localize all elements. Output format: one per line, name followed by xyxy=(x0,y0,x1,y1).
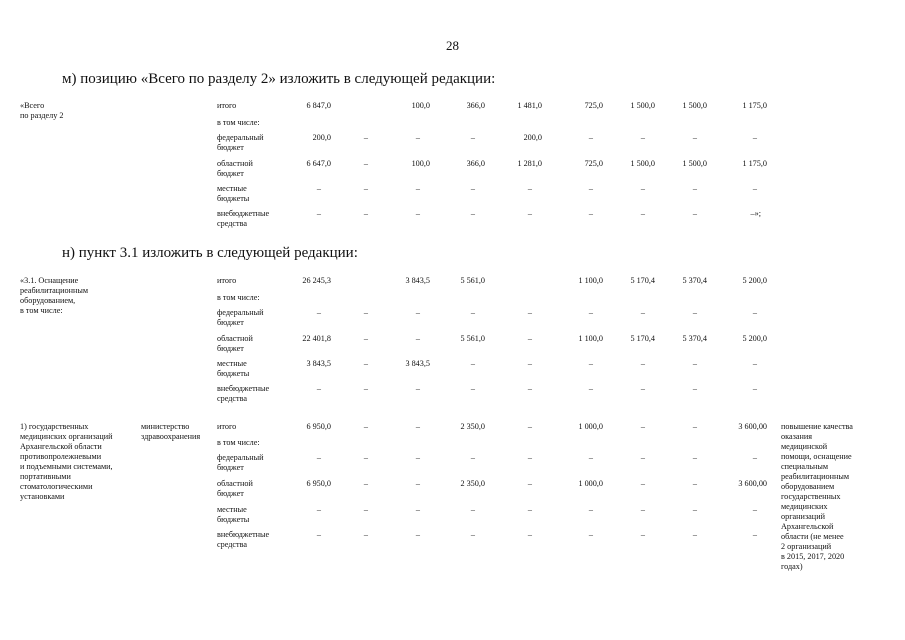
table-cell: – xyxy=(316,184,321,193)
table-cell: – xyxy=(640,479,645,488)
table-cell: – xyxy=(363,359,368,368)
table-cell: – xyxy=(415,530,420,539)
table-cell: – xyxy=(415,505,420,514)
table-cell: 5 200,0 xyxy=(742,334,767,343)
table-cell: – xyxy=(527,308,532,317)
row-label: областной бюджет xyxy=(217,334,253,353)
table-cell: – xyxy=(415,422,420,431)
table-cell: – xyxy=(752,308,757,317)
section-n-title: «3.1. Оснащение реабилитационным оборудованием, в том числе: xyxy=(20,276,89,315)
table-cell: 366,0 xyxy=(466,101,485,110)
table-cell: 200,0 xyxy=(523,133,542,142)
table-cell: – xyxy=(752,184,757,193)
table-cell: – xyxy=(692,384,697,393)
table-cell: – xyxy=(470,384,475,393)
table-cell: 1 500,0 xyxy=(630,101,655,110)
table-cell: – xyxy=(527,359,532,368)
table-cell: – xyxy=(588,133,593,142)
row-label: местные бюджеты xyxy=(217,359,250,378)
table-cell: 3 843,5 xyxy=(306,359,331,368)
table-cell: 3 843,5 xyxy=(405,359,430,368)
table-cell: – xyxy=(752,384,757,393)
table-cell: 3 600,00 xyxy=(738,422,767,431)
table-cell: – xyxy=(527,530,532,539)
table-cell: – xyxy=(692,453,697,462)
table-cell: – xyxy=(640,359,645,368)
section-m-title: «Всего по разделу 2 xyxy=(20,101,64,120)
table-cell: – xyxy=(588,530,593,539)
table-cell: – xyxy=(640,184,645,193)
row-label: областной бюджет xyxy=(217,159,253,178)
table-cell: 6 847,0 xyxy=(306,101,331,110)
table-cell: 1 175,0 xyxy=(742,101,767,110)
table-cell: – xyxy=(363,159,368,168)
table-cell: 200,0 xyxy=(312,133,331,142)
table-cell: 6 647,0 xyxy=(306,159,331,168)
table-cell: 6 950,0 xyxy=(306,479,331,488)
table-cell: – xyxy=(415,209,420,218)
table-cell: – xyxy=(470,530,475,539)
table-cell: – xyxy=(470,209,475,218)
table-cell: – xyxy=(640,453,645,462)
section-m-heading: м) позицию «Всего по разделу 2» изложить в следующей редакции: xyxy=(62,71,496,87)
table-cell: 1 500,0 xyxy=(682,159,707,168)
table-cell: 3 843,5 xyxy=(405,276,430,285)
table-cell: – xyxy=(640,422,645,431)
table-cell: 1 281,0 xyxy=(517,159,542,168)
table-cell: 1 500,0 xyxy=(682,101,707,110)
table-cell: – xyxy=(692,530,697,539)
row-label: областной бюджет xyxy=(217,479,253,498)
table-cell: – xyxy=(527,334,532,343)
table-cell: – xyxy=(692,422,697,431)
row-label: местные бюджеты xyxy=(217,184,250,203)
table-cell: – xyxy=(692,479,697,488)
table-cell: – xyxy=(692,308,697,317)
table-cell: 1 100,0 xyxy=(578,276,603,285)
table-cell: – xyxy=(363,209,368,218)
table-cell: – xyxy=(588,384,593,393)
table-cell: – xyxy=(527,422,532,431)
table-cell: – xyxy=(415,384,420,393)
table-cell: – xyxy=(527,384,532,393)
table-cell: – xyxy=(752,530,757,539)
table-cell: 5 561,0 xyxy=(460,334,485,343)
table-cell: 725,0 xyxy=(584,159,603,168)
table-cell: 6 950,0 xyxy=(306,422,331,431)
table-cell: – xyxy=(363,133,368,142)
table-cell: 1 000,0 xyxy=(578,479,603,488)
table-cell: – xyxy=(316,530,321,539)
item1-title: 1) государственных медицинских организаций Архангельской области противопролежневыми и подъемными системами, портативными стоматологическими установками xyxy=(20,422,113,501)
table-cell: – xyxy=(470,133,475,142)
table-cell: – xyxy=(363,184,368,193)
table-cell: 725,0 xyxy=(584,101,603,110)
table-cell: – xyxy=(752,359,757,368)
table-cell: – xyxy=(752,133,757,142)
table-cell: – xyxy=(588,505,593,514)
table-cell: 22 401,8 xyxy=(302,334,331,343)
page-number: 28 xyxy=(446,38,459,53)
table-cell: – xyxy=(415,308,420,317)
table-cell: – xyxy=(415,133,420,142)
table-cell: 1 175,0 xyxy=(742,159,767,168)
table-cell: 1 100,0 xyxy=(578,334,603,343)
row-label: внебюджетные средства xyxy=(217,384,270,403)
table-cell: 5 370,4 xyxy=(682,334,707,343)
table-cell: – xyxy=(527,184,532,193)
table-cell: – xyxy=(316,308,321,317)
table-cell: – xyxy=(470,505,475,514)
item1-result: повышение качества оказания медицинской помощи, оснащение специальным реабилитационным оборудованием государственных медицинских организаций Архангельской области (не менее 2 организаций в 2015, 2017, 2020 годах) xyxy=(781,422,853,571)
table-cell: – xyxy=(363,530,368,539)
table-cell: – xyxy=(415,334,420,343)
table-cell: – xyxy=(415,184,420,193)
table-cell: 5 170,4 xyxy=(630,276,655,285)
row-label: в том числе: xyxy=(217,438,260,447)
table-cell: – xyxy=(415,453,420,462)
table-cell: – xyxy=(316,209,321,218)
section-n-heading: н) пункт 3.1 изложить в следующей редакции: xyxy=(62,245,358,261)
table-cell: – xyxy=(415,479,420,488)
table-cell: 2 350,0 xyxy=(460,422,485,431)
row-label: внебюджетные средства xyxy=(217,209,270,228)
table-cell: – xyxy=(692,184,697,193)
row-label: итого xyxy=(217,422,237,431)
table-cell: – xyxy=(588,359,593,368)
table-cell: – xyxy=(640,308,645,317)
table-cell: – xyxy=(692,209,697,218)
item1-executor: министерство здравоохранения xyxy=(141,422,201,441)
table-cell: – xyxy=(692,359,697,368)
table-cell: 5 561,0 xyxy=(460,276,485,285)
row-label: в том числе: xyxy=(217,118,260,127)
table-cell: 3 600,00 xyxy=(738,479,767,488)
table-cell: – xyxy=(363,505,368,514)
table-cell: 5 200,0 xyxy=(742,276,767,285)
table-cell: – xyxy=(363,384,368,393)
table-cell: – xyxy=(470,184,475,193)
table-cell: – xyxy=(692,505,697,514)
table-cell: – xyxy=(692,133,697,142)
table-cell: – xyxy=(640,133,645,142)
table-cell: – xyxy=(316,505,321,514)
row-label: итого xyxy=(217,101,237,110)
table-cell: 26 245,3 xyxy=(302,276,331,285)
table-cell: – xyxy=(588,308,593,317)
row-label: федеральный бюджет xyxy=(217,453,264,472)
table-cell: 1 500,0 xyxy=(630,159,655,168)
row-label: федеральный бюджет xyxy=(217,308,264,327)
row-label: внебюджетные средства xyxy=(217,530,270,549)
table-cell: – xyxy=(752,505,757,514)
table-cell: – xyxy=(316,453,321,462)
table-cell: – xyxy=(470,308,475,317)
table-cell: – xyxy=(527,209,532,218)
table-cell: 1 481,0 xyxy=(517,101,542,110)
row-label: федеральный бюджет xyxy=(217,133,264,152)
table-cell: – xyxy=(588,184,593,193)
table-cell: – xyxy=(363,422,368,431)
table-cell: 1 000,0 xyxy=(578,422,603,431)
table-cell: – xyxy=(363,453,368,462)
table-cell: – xyxy=(640,505,645,514)
table-cell: 5 370,4 xyxy=(682,276,707,285)
table-cell: – xyxy=(363,334,368,343)
row-label: местные бюджеты xyxy=(217,505,250,524)
row-label: в том числе: xyxy=(217,293,260,302)
row-label: итого xyxy=(217,276,237,285)
table-cell: – xyxy=(470,359,475,368)
table-cell: – xyxy=(470,453,475,462)
table-cell: – xyxy=(588,209,593,218)
table-cell: – xyxy=(640,384,645,393)
table-cell: –»; xyxy=(750,209,761,218)
table-cell: 100,0 xyxy=(411,101,430,110)
table-cell: – xyxy=(363,308,368,317)
table-cell: 366,0 xyxy=(466,159,485,168)
table-cell: 2 350,0 xyxy=(460,479,485,488)
table-cell: – xyxy=(527,505,532,514)
table-cell: – xyxy=(363,479,368,488)
table-cell: – xyxy=(527,479,532,488)
table-cell: – xyxy=(588,453,593,462)
table-cell: – xyxy=(316,384,321,393)
table-cell: – xyxy=(527,453,532,462)
table-cell: 5 170,4 xyxy=(630,334,655,343)
table-cell: – xyxy=(640,209,645,218)
table-cell: – xyxy=(752,453,757,462)
table-cell: 100,0 xyxy=(411,159,430,168)
table-cell: – xyxy=(640,530,645,539)
